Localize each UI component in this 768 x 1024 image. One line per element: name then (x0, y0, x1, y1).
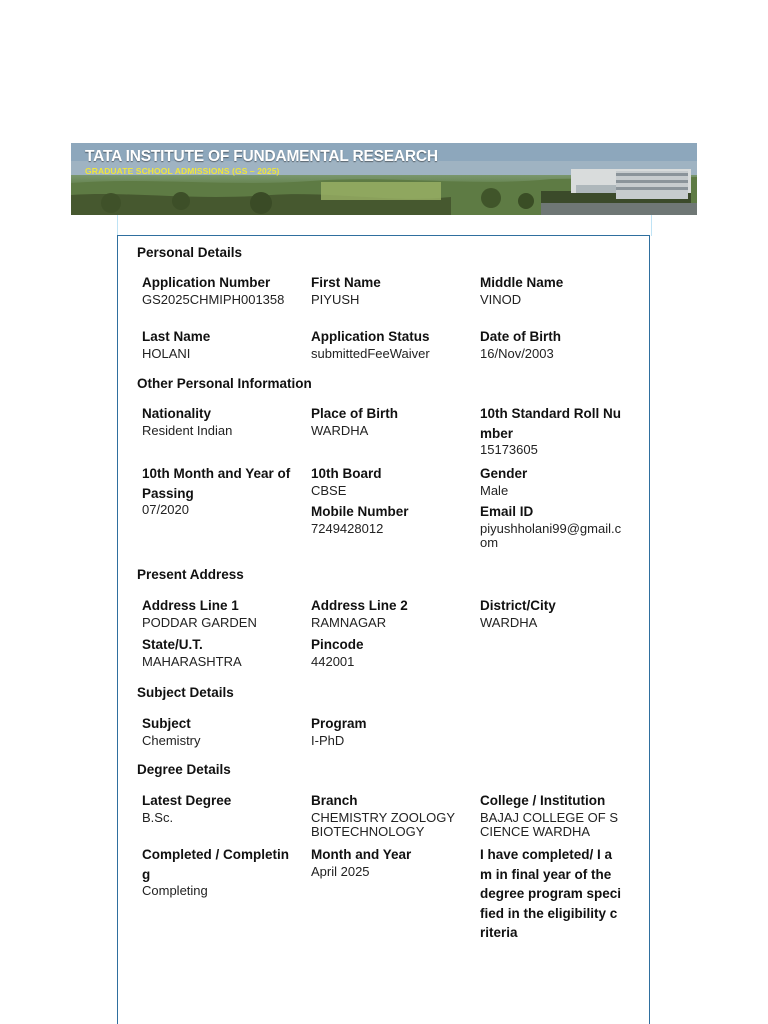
field-value: 442001 (311, 653, 355, 669)
field-label: Program (311, 716, 367, 731)
field-pincode (311, 635, 461, 669)
section-personal-details: Personal Details (137, 245, 243, 260)
field-value: Resident Indian (142, 422, 233, 438)
field-label: College / Institution (480, 793, 606, 808)
field-nationality (142, 404, 292, 438)
field-value: MAHARASHTRA (142, 653, 242, 669)
section-other-personal: Other Personal Information (137, 376, 312, 391)
field-district-city (480, 596, 622, 630)
field-label: Latest Degree (142, 793, 232, 808)
field-value: submittedFeeWaiver (311, 345, 430, 361)
field-value: Male (480, 482, 509, 498)
field-value: CBSE (311, 482, 347, 498)
field-program (311, 714, 461, 748)
field-value: Chemistry (142, 732, 201, 748)
field-value: CHEMISTRY ZOOLOGY BIOTECHNOLOGY (311, 809, 455, 839)
field-branch (311, 791, 461, 840)
field-label: 10th Standard Roll Number (480, 406, 622, 441)
field-roll-number (480, 404, 622, 458)
field-value: GS2025CHMIPH001358 (142, 291, 285, 307)
field-month-and-year (311, 845, 461, 879)
field-label: Pincode (311, 637, 364, 652)
field-label: Address Line 1 (142, 598, 239, 613)
field-label: 10th Board (311, 466, 382, 481)
field-address-line-1 (142, 596, 292, 630)
field-label: Date of Birth (480, 329, 561, 344)
field-board (311, 464, 461, 498)
field-completed-completing (142, 845, 292, 899)
banner-subtitle: GRADUATE SCHOOL ADMISSIONS (GS – 2025) (85, 166, 280, 176)
field-label: Branch (311, 793, 358, 808)
field-application-number (142, 273, 292, 307)
field-application-status (311, 327, 461, 361)
field-subject (142, 714, 292, 748)
field-label: Email ID (480, 504, 534, 519)
field-value: VINOD (480, 291, 522, 307)
field-label: Month and Year (311, 847, 412, 862)
field-label: Middle Name (480, 275, 564, 290)
field-value: RAMNAGAR (311, 614, 387, 630)
field-value: Completing (142, 883, 208, 898)
field-label: Application Status (311, 329, 430, 344)
field-value: 15173605 (480, 442, 538, 457)
field-declaration (480, 845, 622, 943)
field-value: PODDAR GARDEN (142, 614, 257, 630)
field-label: Subject (142, 716, 191, 731)
field-label: Gender (480, 466, 528, 481)
section-subject-details: Subject Details (137, 685, 234, 700)
field-value: 07/2020 (142, 502, 189, 517)
field-value: PIYUSH (311, 291, 360, 307)
field-value: BAJAJ COLLEGE OF SCIENCE WARDHA (480, 809, 618, 839)
field-place-of-birth (311, 404, 461, 438)
field-college (480, 791, 622, 840)
connector-line-left (117, 215, 118, 236)
field-value: B.Sc. (142, 809, 174, 825)
section-present-address: Present Address (137, 567, 244, 582)
field-value: April 2025 (311, 863, 370, 879)
banner-title: TATA INSTITUTE OF FUNDAMENTAL RESEARCH (85, 148, 438, 165)
field-last-name (142, 327, 292, 361)
field-date-of-birth (480, 327, 622, 361)
field-latest-degree (142, 791, 292, 825)
field-label: Application Number (142, 275, 271, 290)
field-label: Mobile Number (311, 504, 409, 519)
field-label: Last Name (142, 329, 211, 344)
field-gender (480, 464, 622, 498)
field-label: Address Line 2 (311, 598, 408, 613)
field-label: State/U.T. (142, 637, 203, 652)
field-mobile-number (311, 502, 461, 536)
field-middle-name (480, 273, 622, 307)
field-label: 10th Month and Year of Passing (142, 466, 291, 501)
field-value: WARDHA (311, 422, 369, 438)
section-degree-details: Degree Details (137, 762, 231, 777)
field-label: First Name (311, 275, 381, 290)
field-value: HOLANI (142, 345, 191, 361)
field-value: WARDHA (480, 614, 538, 630)
field-label: Completed / Completing (142, 847, 290, 882)
field-label: I have completed/ I am in final year of the degree program specified in the eligibility criteria (480, 847, 622, 940)
connector-line-right (651, 215, 652, 236)
header-banner (71, 143, 697, 215)
field-email (480, 502, 622, 551)
field-value: piyushholani99@gmail.com (480, 520, 622, 550)
field-label: Nationality (142, 406, 212, 421)
field-month-year-passing (142, 464, 292, 518)
field-first-name (311, 273, 461, 307)
field-state (142, 635, 292, 669)
field-label: District/City (480, 598, 556, 613)
field-address-line-2 (311, 596, 461, 630)
field-value: I-PhD (311, 732, 345, 748)
field-value: 7249428012 (311, 520, 384, 536)
field-value: 16/Nov/2003 (480, 345, 554, 361)
field-label: Place of Birth (311, 406, 399, 421)
